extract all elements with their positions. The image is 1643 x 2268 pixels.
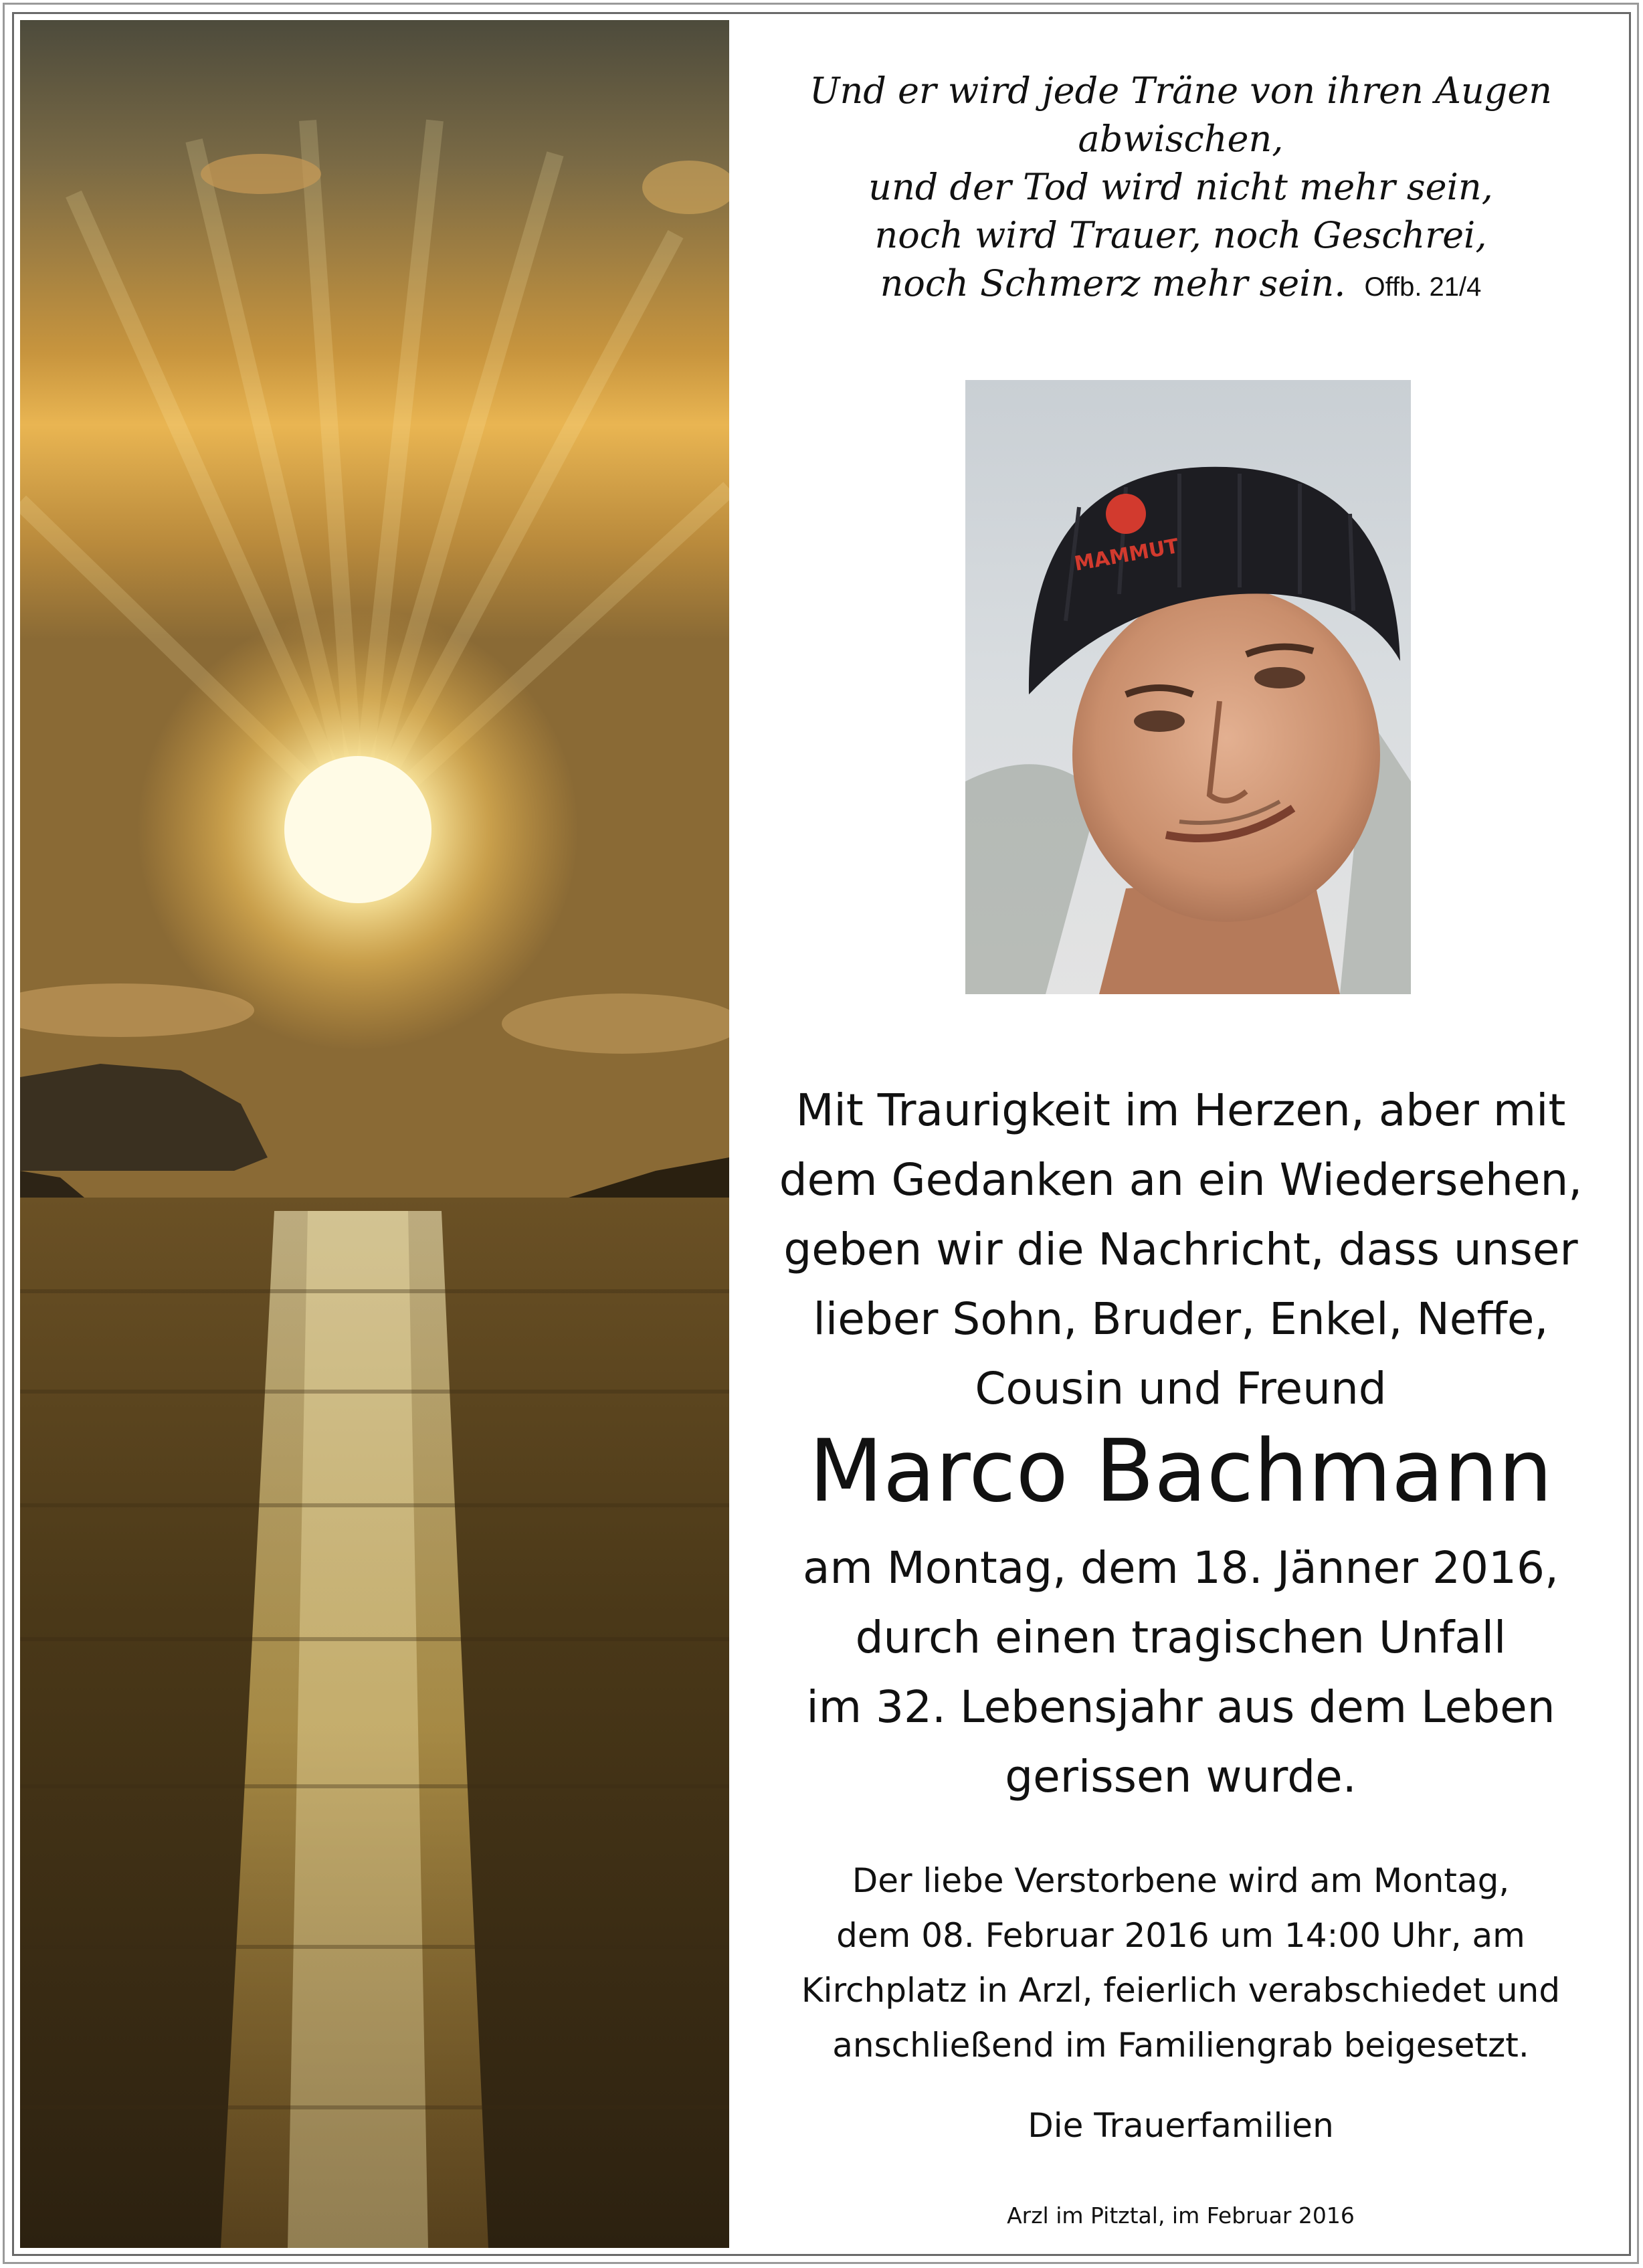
verse-line-last [736,260,1626,311]
notice-column [736,20,1626,2248]
verse-line: noch Schmerz mehr sein. [880,262,1346,304]
sunset-photo [20,20,729,2248]
funeral-details [736,1853,1626,2073]
verse-line: abwischen, [1078,118,1284,160]
bible-verse [736,67,1626,311]
funeral-line: dem 08. Februar 2016 um 14:00 Uhr, am [836,1916,1525,1955]
place-date: Arzl im Pitztal, im Februar 2016 [1007,2202,1355,2229]
verse-reference: Offb. 21/4 [1364,272,1482,302]
death-line: am Montag, dem 18. Jänner 2016, [803,1542,1559,1594]
death-line: im 32. Lebensjahr aus dem Leben [806,1681,1555,1733]
intro-line: Cousin und Freund [975,1363,1387,1414]
intro-line: lieber Sohn, Bruder, Enkel, Neffe, [813,1293,1549,1345]
intro-line: dem Gedanken an ein Wiedersehen, [779,1154,1583,1206]
brand-logo-icon [1106,494,1146,534]
death-line: durch einen tragischen Unfall [855,1612,1507,1663]
signature: Die Trauerfamilien [1028,2106,1334,2145]
cap-brand-text: MAMMUT [1072,535,1181,576]
intro-text [736,1076,1626,1424]
deceased-name: Marco Bachmann [809,1422,1553,1521]
intro-line: geben wir die Nachricht, dass unser [783,1224,1578,1275]
portrait-photo [965,380,1411,994]
funeral-line: Kirchplatz in Arzl, feierlich verabschiedet und [801,1971,1561,2010]
funeral-line: anschließend im Familiengrab beigesetzt. [832,2026,1529,2065]
death-line: gerissen wurde. [1005,1751,1357,1802]
verse-line: Und er wird jede Träne von ihren Augen [809,70,1553,112]
intro-line: Mit Traurigkeit im Herzen, aber mit [795,1084,1566,1136]
verse-line: noch wird Trauer, noch Geschrei, [874,214,1487,256]
verse-line: und der Tod wird nicht mehr sein, [868,166,1493,208]
death-text [736,1533,1626,1812]
funeral-line: Der liebe Verstorbene wird am Montag, [852,1861,1510,1900]
